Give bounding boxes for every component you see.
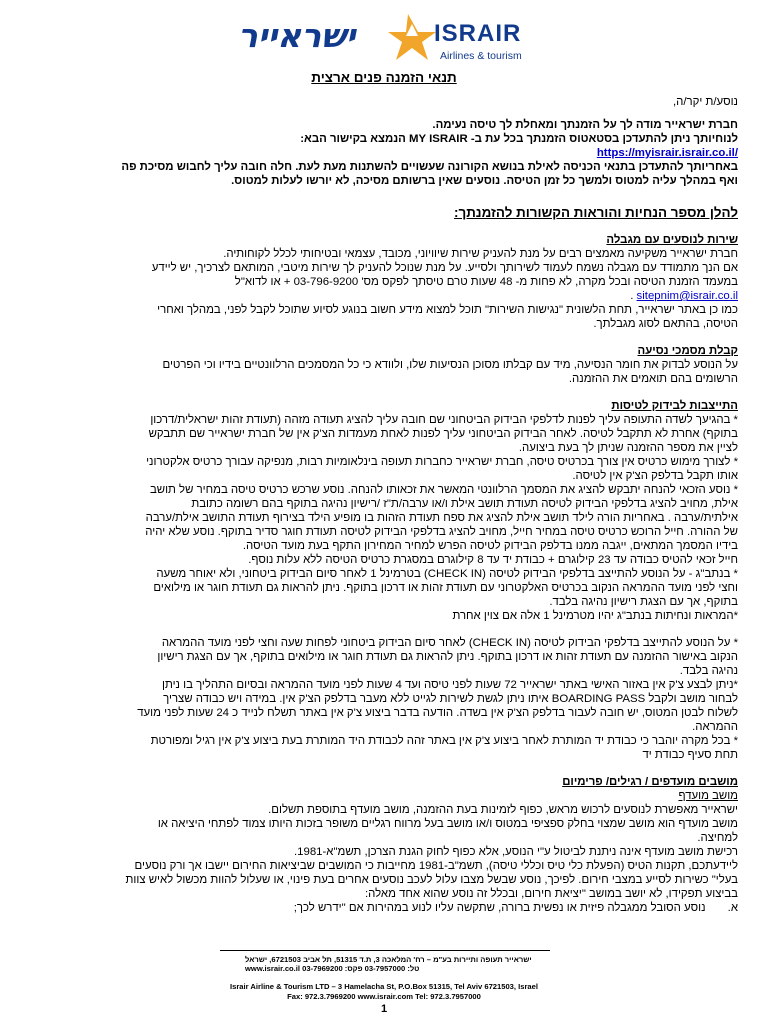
s4-line-7: בביצוע תפקידו, לא יושב במושב "יציאת חירום, ובכלל זה נוסע שהוא אחד מאלה: <box>364 888 738 900</box>
s3-line-19: *ניתן לבצע צ'ק אין באזור האישי באתר ישראייר 72 שעות לפני טיסה ועד 4 שעות לפני מועד ההמראה ובסיום התהליך בו ניתן <box>161 679 738 691</box>
accessibility-email-link[interactable]: sitepnim@israir.co.il <box>636 290 738 302</box>
s4-list-item-a <box>28 901 738 915</box>
s4-line-3: למחיצה. <box>697 832 738 844</box>
s1-line-3: במעמד הזמנת הטיסה ובכל מקרה, לא פחות מ- 48 שעות טרם טיסתך לפקס מס' 03-796-9200 + או לדוא"ל <box>234 276 738 288</box>
s3-line-9: של ההורה. חייל הרוכש כרטיס טיסה במחיר חייל, מחויב להציג בדלפקי הבידוק לטיסה תעודת חוגר סדיר בתוקף. נוסע שלא יהיה <box>145 526 738 538</box>
s3-line-20: לבחור מושב ולקבל BOARDING PASS איתו ניתן לגשת לשירות לגייט ללא מעבר בדלפק הצ'ק אין. במידה ויש כבודה שצריך <box>163 693 738 705</box>
s4-subheading: מושב מועדף <box>678 790 738 802</box>
s4-line-2: מושב מועדף הוא מושב שמצוי בחלק ספציפי במטוס ו/או מושב בעל מרווח רגליים משופר בזכות היותו צמוד לפתחי היציאה או <box>157 818 738 830</box>
s3-line-2: בתוקף) אחרת לא תתקבל לטיסה. לאחר הבידוק הביטחוני עליך לפנות לאחת מעמדות הצ'ק אין של חברת ישראייר שם תתבקש <box>148 428 738 440</box>
s1-line-2: אם הנך מתמודד עם מגבלה נשמח לעמוד לשירותך ולסייע. על מנת שנוכל להעניק לך שירות מיטבי, המותאם לצרכיך, יש ליידע <box>151 262 738 274</box>
israir-logo <box>236 8 536 68</box>
s4-line-6: בעלי" כשירות לסייע במצבי חירום. לפיכך, נוסע שבשל מצבו עלול לעכב נוסעים אחרים בעת פינוי, או שעלול להוות מכשול לאיש צוות <box>125 874 738 886</box>
s4-line-8: נוסע הסובל ממגבלה פיזית או נפשית ברורה, שתקשה עליו לנוע במהירות אם "ידרש לכך; <box>293 902 706 914</box>
list-marker: א. <box>727 902 738 914</box>
s1-line-1: חברת ישראייר משקיעה מאמצים רבים על מנת להעניק שירות שיוויוני, מכובד, עצמאי ובטיחותי לכלל לקוחותיה. <box>223 248 738 260</box>
logo-tagline: Airlines & tourism <box>440 50 522 62</box>
s3-line-22: ההמראה. <box>692 721 738 733</box>
footer-divider <box>220 950 550 951</box>
footer-english-line-1: Israir Airline & Tourism LTD – 3 Hamelacha St, P.O.Box 51315, Tel Aviv 6721503, Israel <box>230 982 538 991</box>
s3-line-8: אילתית/ערבה . באחריות הורה לילד תושב אילת להציג את ספח תעודת הזהות בו מופיע הילד בצירוף תעודת התושב אילת/ערבה <box>145 512 738 524</box>
s1-line-5: הטיסה, בהתאם לסוג מגבלתך. <box>593 318 738 330</box>
s3-line-16: * על הנוסע להתייצב בדלפקי הבידוק לטיסה (CHECK IN) לאחר סיום הבידוק ביטחוני לפחות שעה וחצי לפני מועד ההמראה <box>161 637 738 649</box>
intro-line-1: חברת ישראייר מודה לך על הזמנתך ומאחלת לך טיסה נעימה. <box>432 119 738 131</box>
s1-heading: שירות לנוסעים עם מגבלה <box>606 234 738 246</box>
s1-line-4: כמו כן באתר ישראייר, תחת הלשונית "נגישות השירות" תוכל למצוא מידע חשוב בנוגע לסיוע שתוכל לקבל לפני, במהלך ואחרי <box>157 304 738 316</box>
s3-line-1: * בהגיעך לשדה התעופה עליך לפנות לדלפקי הבידוק הביטחוני שם חובה עליך להציג תעודה מזהה (תעודת זהות ישראלית/דרכון <box>150 414 738 426</box>
s3-heading: התייצבות לבידוק לטיסות <box>611 400 738 412</box>
s3-line-6: * נוסע הזכאי להנחה יתבקש להציג את המסמך הרלוונטי המאשר את זכאותו להנחה. נוסע שרכש כרטיס טיסה במחיר של תושב <box>149 484 738 496</box>
footer-hebrew <box>245 955 535 973</box>
s3-line-12: * בנתב"ג - על הנוסע להתייצב בדלפקי הבידוק לטיסה (CHECK IN) בטרמינל 1 לאחר סיום הבידוק ביטחוני, ולא יאוחר משעה <box>156 568 738 580</box>
page-number: 1 <box>380 1003 388 1015</box>
s3-line-17: הנקוב באישור ההזמנה עם תעודת זהות או דרכון בתוקף. ניתן להראות גם תעודת חוגר או מילואים בתוקף, אך עם הצגת רישיון <box>157 651 738 663</box>
s2-line-2: הרשומים בהם תואמים את ההזמנה. <box>568 373 738 385</box>
intro-line-4: ואף במהלך עליה למטוס ולמשך כל זמן הטיסה. נוסעים שאין ברשותם מסיכה, לא יורשו לעלות למטוס. <box>231 175 738 187</box>
s4-line-4: רכישת מושב מועדף אינה ניתנת לביטול ע"י הנוסע, אלא כפוף לחוק הגנת הצרכן, תשמ"א-1981. <box>294 846 738 858</box>
s3-line-13: וחצי לפני מועד ההמראה הנקוב בכרטיס האלקטרוני עם תעודת זהות או דרכון בתוקף. ניתן להראות גם תעודת חוגר או מילואים <box>153 582 738 594</box>
s4-line-1: ישראייר מאפשרת לנוסעים לרכוש מראש, כפוף לזמינות בעת ההזמנה, מושב מועדף בתוספת תשלום. <box>268 804 738 816</box>
s3-line-11: חייל זכאי להטיס כבודה עד 23 קילוגרם + כבודת יד עד 8 קילוגרם במסגרת כרטיס הטיסה ללא עלות נוסף. <box>248 554 738 566</box>
s3-line-23: * בכל מקרה יוהבר כי כבודת יד המותרת לאחר ביצוע צ'ק אין באתר זהה לכבודת היד המותרת בעת ביצוע צ'ק אין רגיל ומפורטת <box>150 735 738 747</box>
myisrair-link[interactable]: https://myisrair.israir.co.il/ <box>596 147 738 159</box>
s4-line-5: ליידעתכם, תקנות הטיס (הפעלת כלי טיס וכללי טיסה), תשמ"ב-1981 מחייבות כי המושבים שביציאות החירום יישבו אך ורק נוסעים <box>134 860 738 872</box>
intro-line-3: באחריותך להתעדכן בתנאי הכניסה לאילת בנושא הקורונה שעשויים להשתנות מעת לעת. חלה חובה עליך לחבוש מסיכת פה <box>121 161 738 173</box>
section-heading: להלן מספר הנחיות והוראות הקשורות להזמנתך: <box>454 205 738 220</box>
s3-line-21: לשלוח לבטן המטוס, יש חובה לעבור בדלפק הצ'ק אין בשדה. הודעה בדבר ביצוע צ'ק אין באתר תשלח לנייד כ 24 שעות לפני מועד <box>137 707 738 719</box>
s3-line-18: נהיגה בלבד. <box>679 665 738 677</box>
logo-english: ISRAIR <box>434 20 522 47</box>
s3-line-5: אותו תקבל בדלפק הצ'ק אין לטיסה. <box>572 470 738 482</box>
footer-english-line-2: Fax: 972.3.7969200 www.israir.com Tel: 972.3.7957000 <box>287 992 481 1001</box>
footer-hebrew-line-1: ישראייר תעופה ותיירות בע"מ – רח' המלאכה 3, ת.ד 51315, תל אביב 6721503, ישראל <box>245 955 532 964</box>
page-title: תנאי הזמנה פנים ארצית <box>311 70 457 85</box>
s3-line-14: בתוקף, אך עם הצגת רישיון נהיגה בלבד. <box>549 596 738 608</box>
s3-line-10: בידיו המסמך המתאים, ייגבה ממנו בדלפק הבידוק לטיסה הפרש למחיר המחירון התקף בעת מועד הטיסה. <box>242 540 738 552</box>
s2-line-1: על הנוסע לבדוק את חומר הנסיעה, מיד עם קבלתו מסוכן הנסיעות שלו, ולוודא כי כל המסמכים הרלוונטיים בידיו וכי הפרטים <box>162 359 738 371</box>
intro-line-2: לנוחיותך ניתן להתעדכן בסטאטוס הזמנתך בכל עת ב- MY ISRAIR הנמצא בקישור הבא: <box>300 133 738 145</box>
document-body: נוסע/ת יקר/ה, חברת ישראייר מודה לך על הזמנתך ומאחלת לך טיסה נעימה. לנוחיותך ניתן להתעדכן בסטאטוס הזמנתך בכל עת ב- MY ISRAIR הנמצא בקישור הבא: https://myisrair.israir.co.il/ באחריותך להתעדכן בתנאי הכניסה לאילת בנושא הקורונה שעשויים להשתנות מעת לעת. חלה חובה עליך לחבוש מסיכת פה ואף במהלך עליה למטוס ולמשך כל זמן הטיסה. נוסעים שאין ברשותם מסיכה, לא יורשו לעלות למטוס. להלן מספר הנחיות והוראות הקשורות להזמנתך: שירות לנוסעים עם מגבלה חברת ישראייר משקיעה מאמצים רבים על מנת להעניק שירות שיוויוני, מכובד, עצמאי ובטיחותי לכלל לקוחותיה. אם הנך מתמודד עם מגבלה נשמח לעמוד לשירותך ולסייע. על מנת שנוכל להעניק לך שירות מיטבי, המותאם לצרכיך, יש ליידע במעמד הזמנת הטיסה ובכל מקרה, לא פחות מ- 48 שעות טרם טיסתך לפקס מס' 03-796-9200 + או לדוא"ל . sitepnim@israir.co.il כמו כן באתר ישראייר, תחת הלשונית "נגישות השירות" תוכל למצוא מידע חשוב בנוגע לסיוע שתוכל לקבל לפני, במהלך ואחרי הטיסה, בהתאם לסוג מגבלתך. קבלת מסמכי נסיעה על הנוסע לבדוק את חומר הנסיעה, מיד עם קבלתו מסוכן הנסיעות שלו, ולוודא כי כל המסמכים הרלוונטיים בידיו וכי הפרטים הרשומים בהם תואמים את ההזמנה. התייצבות לבידוק לטיסות * בהגיעך לשדה התעופה עליך לפנות לדלפקי הבידוק הביטחוני שם חובה עליך להציג תעודה מזהה (תעודת זהות ישראלית/דרכון בתוקף) אחרת לא תתקבל לטיסה. לאחר הבידוק הביטחוני עליך לפנות לאחת מעמדות הצ'ק אין של חברת ישראייר שם תתבקש לציין את מספר ההזמנה שניתן לך בעת ביצועה. * לצורך מימוש כרטיס אין צורך בכרטיס טיסה, חברת ישראייר כחברות תעופה בינלאומיות רבות, מנפיקה עבורך כרטיס אלקטרוני אותו תקבל בדלפק הצ'ק אין לטיסה. * נוסע הזכאי להנחה יתבקש להציג את המסמך הרלוונטי המאשר את זכאותו להנחה. נוסע שרכש כרטיס טיסה במחיר של תושב אילת, מחויב להציג בדלפקי הבידוק לטיסה תעודת תושב אילת ו/או ערבה/ת"ז /רישיון נהיגה בתוקף בהם רשומה כתובת אילתית/ערבה . באחריות הורה לילד תושב אילת להציג את ספח תעודת הזהות בו מופיע הילד בצירוף תעודת התושב אילת/ערבה של ההורה. חייל הרוכש כרטיס טיסה במחיר חייל, מחויב להציג בדלפקי הבידוק לטיסה תעודת חוגר סדיר בתוקף. נוסע שלא יהיה בידיו המסמך המתאים, ייגבה ממנו בדלפק הבידוק לטיסה הפרש למחיר המחירון התקף בעת מועד הטיסה. חייל זכאי להטיס כבודה עד 23 קילוגרם + כבודת יד עד 8 קילוגרם במסגרת כרטיס הטיסה ללא עלות נוסף. * בנתב"ג - על הנוסע להתייצב בדלפקי הבידוק לטיסה (CHECK IN) בטרמינל 1 לאחר סיום הבידוק ביטחוני, ולא יאוחר משעה וחצי לפני מועד ההמראה הנקוב בכרטיס האלקטרוני עם תעודת זהות או דרכון בתוקף. ניתן להראות גם תעודת חוגר או מילואים בתוקף, אך עם הצגת רישיון נהיגה בלבד. *המראות ונחיתות בנתב"ג יהיו מטרמינל 1 אלה אם צוין אחרת * על הנוסע להתייצב בדלפקי הבידוק לטיסה (CHECK IN) לאחר סיום הבידוק ביטחוני לפחות שעה וחצי לפני מועד ההמראה הנקוב באישור ההזמנה עם תעודת זהות או דרכון בתוקף. ניתן להראות גם תעודת חוגר או מילואים בתוקף, אך עם הצגת רישיון נהיגה בלבד. *ניתן לבצע צ'ק אין באזור האישי באתר ישראייר 72 שעות לפני טיסה ועד 4 שעות לפני מועד ההמראה ובסיום התהליך בו ניתן לבחור מושב ולקבל BOARDING PASS איתו ניתן לגשת לשירות לגייט ללא מעבר בדלפק הצ'ק אין. במידה ויש כבודה שצריך לשלוח לבטן המטוס, יש חובה לעבור בדלפק הצ'ק אין בשדה. הודעה בדבר ביצוע צ'ק אין באתר תשלח לנייד כ 24 שעות לפני מועד ההמראה. * בכל מקרה יוהבר כי כבודת יד המותרת לאחר ביצוע צ'ק אין באתר זהה לכבודת היד המותרת בעת ביצוע צ'ק אין רגיל ומפורטת תחת סעיף כבודת יד מושבים מועדפים / רגילים/ פרימיום מושב מועדף ישראייר מאפשרת לנוסעים לרכוש מראש, כפוף לזמינות בעת ההזמנה, מושב מועדף בתוספת תשלום. מושב מועדף הוא מושב שמצוי בחלק ספציפי במטוס ו/או מושב בעל מרווח רגליים משופר בזכות היותו צמוד לפתחי היציאה או למחיצה. רכישת מושב מועדף אינה ניתנת לביטול ע"י הנוסע, אלא כפוף לחוק הגנת הצרכן, תשמ"א-1981. ליידעתכם, תקנות הטיס (הפעלת כלי טיס וכללי טיסה), תשמ"ב-1981 מחייבות כי המושבים שביציאות החירום יישבו אך ורק נוסעים בעלי" כשירות לסייע במצבי חירום. לפיכך, נוסע שבשל מצבו עלול לעכב נוסעים אחרים בעת פינוי, או שעלול להוות מכשול לאיש צוות בביצוע תפקידו, לא יושב במושב "יציאת חירום, ובכלל זה נוסע שהוא אחד מאלה: א. נוסע הסובל ממגבלה פיזית או נפשית ברורה, שתקשה עליו לנוע במהירות אם "ידרש לכך; <box>28 95 738 915</box>
logo-hebrew: ישראייר <box>238 16 356 55</box>
s3-line-15: *המראות ונחיתות בנתב"ג יהיו מטרמינל 1 אלה אם צוין אחרת <box>452 610 738 622</box>
s3-line-4: * לצורך מימוש כרטיס אין צורך בכרטיס טיסה, חברת ישראייר כחברות תעופה בינלאומיות רבות, מנפיקה עבורך כרטיס אלקטרוני <box>146 456 738 468</box>
s3-line-24: תחת סעיף כבודת יד <box>642 749 738 761</box>
s3-line-3: לציין את מספר ההזמנה שניתן לך בעת ביצועה. <box>518 442 738 454</box>
footer-hebrew-line-2: טל: 03-7957000 פקס: 03-7969200 www.israir.co.il <box>245 964 420 973</box>
s2-heading: קבלת מסמכי נסיעה <box>637 345 738 357</box>
greeting: נוסע/ת יקר/ה, <box>672 96 738 108</box>
s4-heading: מושבים מועדפים / רגילים/ פרימיום <box>562 776 738 788</box>
s3-line-7: אילת, מחויב להציג בדלפקי הבידוק לטיסה תעודת תושב אילת ו/או ערבה/ת"ז /רישיון נהיגה בתוקף בהם רשומה כתובת <box>191 498 738 510</box>
footer-english <box>0 982 768 1002</box>
